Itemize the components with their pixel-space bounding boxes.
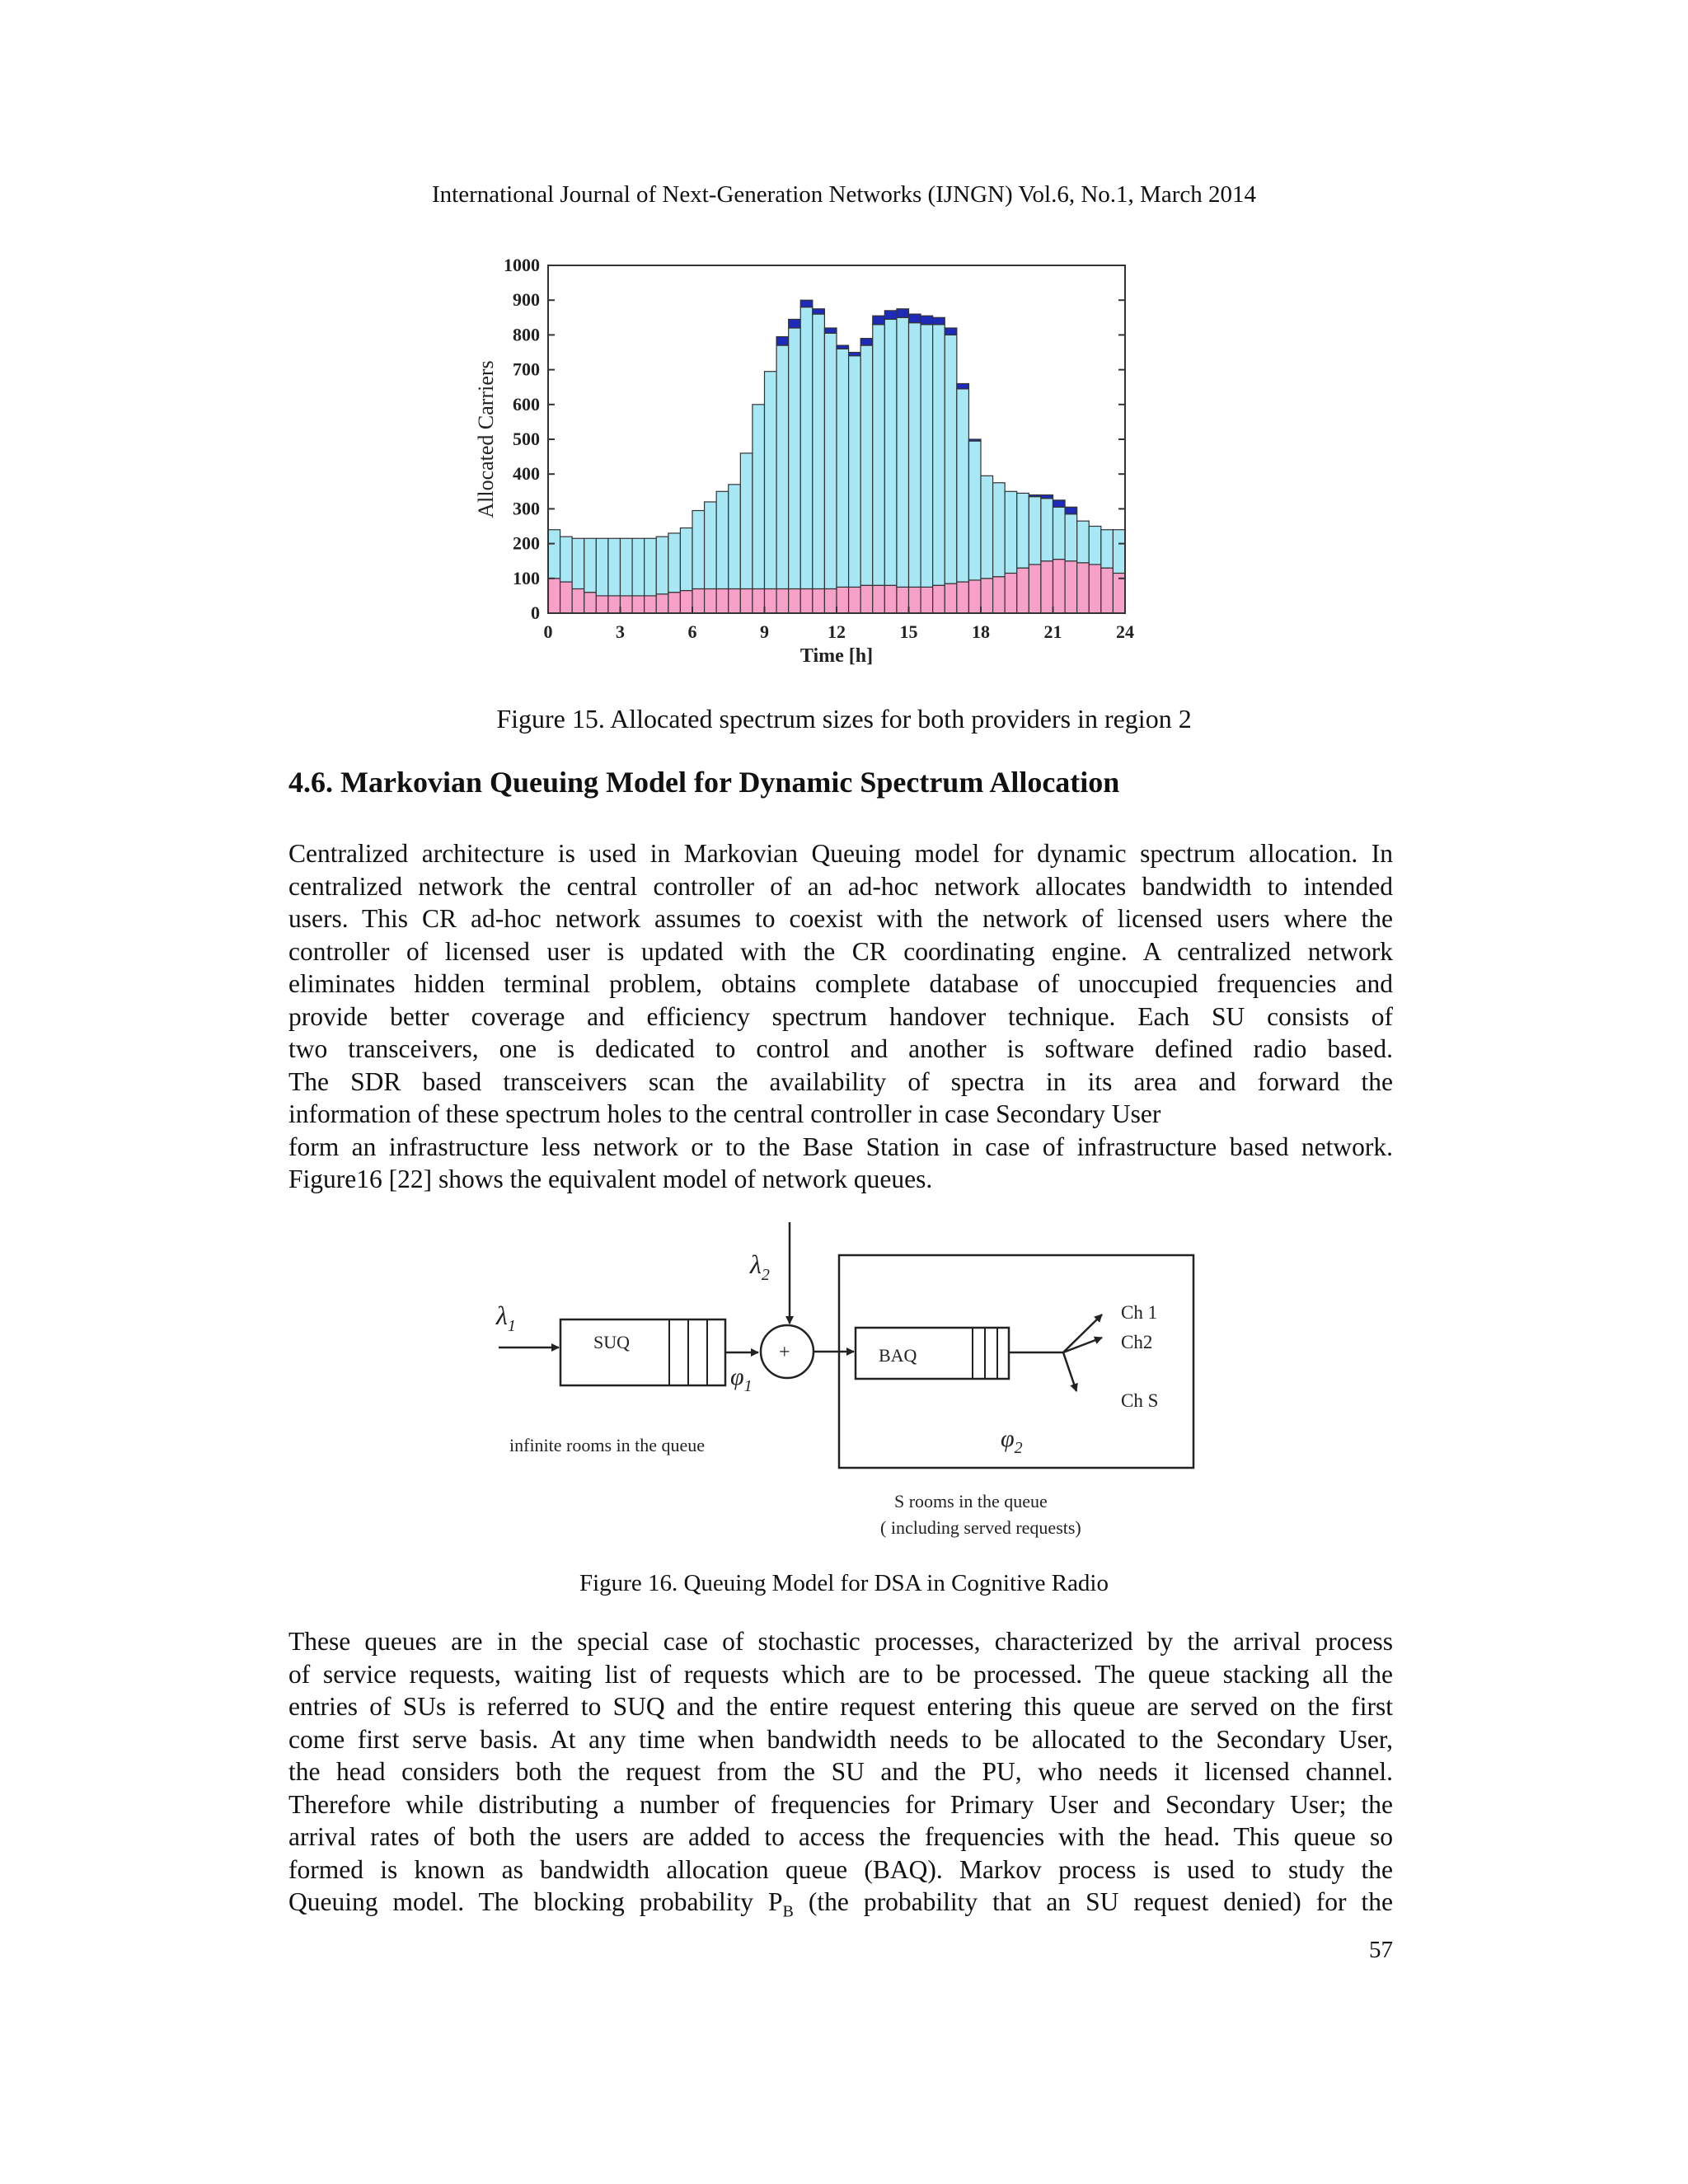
bar-segment-series-2 xyxy=(1065,514,1077,561)
bar-segment-series-2 xyxy=(705,502,717,589)
lambda1-label: $\lambda_1$ xyxy=(496,1301,516,1335)
bar-segment-series-1 xyxy=(837,587,849,613)
bar-segment-series-1 xyxy=(968,580,981,613)
page-number: 57 xyxy=(1369,1937,1393,1963)
bar-segment-series-1 xyxy=(692,588,705,613)
bar-segment-series-2 xyxy=(1005,491,1017,573)
text-line: Centralized architecture is used in Markovian Queuing model for dynamic spectrum allocation. In xyxy=(288,839,1393,868)
phi2-label: $\varphi_2$ xyxy=(1001,1425,1023,1457)
bar-segment-series-1 xyxy=(860,585,873,613)
bar-segment-series-2 xyxy=(1101,530,1114,568)
bar-segment-series-1 xyxy=(729,588,741,613)
bar-segment-series-2 xyxy=(981,476,993,578)
bar-segment-series-1 xyxy=(596,596,608,613)
text-line: information of these spectrum holes to the central controller in case Secondary User xyxy=(288,1099,1161,1128)
bar-segment-series-2 xyxy=(621,538,633,596)
bar-segment-series-2 xyxy=(692,511,705,589)
bar-segment-series-2 xyxy=(680,528,692,591)
y-tick-label: 300 xyxy=(513,498,540,519)
text-line: form an infrastructure less network or to the Base Station in case of infrastructure based network. xyxy=(288,1132,1393,1161)
bar-segment-series-3 xyxy=(873,316,885,325)
bar-segment-series-1 xyxy=(873,585,885,613)
bar-segment-series-3 xyxy=(1029,495,1041,497)
bar-segment-series-1 xyxy=(680,591,692,613)
bar-segment-series-2 xyxy=(1017,493,1029,568)
text-line: provide better coverage and efficiency spectrum handover technique. Each SU consists of xyxy=(288,1001,1393,1031)
channel-arrow-s xyxy=(1063,1352,1076,1391)
bar-segment-series-3 xyxy=(1041,495,1053,499)
text-line: formed is known as bandwidth allocation queue (BAQ). Markov process is used to study the xyxy=(288,1854,1393,1884)
bar-segment-series-3 xyxy=(776,337,789,346)
bar-segment-series-3 xyxy=(909,314,921,323)
bar-segment-series-3 xyxy=(1065,507,1077,513)
text-line: centralized network the central controller of an ad-hoc network allocates bandwidth to intended xyxy=(288,871,1393,901)
bar-segment-series-3 xyxy=(957,383,969,388)
y-tick-label: 500 xyxy=(513,429,540,449)
bar-segment-series-1 xyxy=(957,582,969,613)
bar-segment-series-2 xyxy=(740,453,753,589)
bar-segment-series-1 xyxy=(705,588,717,613)
bar-segment-series-1 xyxy=(621,596,633,613)
bar-segment-series-2 xyxy=(548,530,560,579)
channel-2-label: Ch2 xyxy=(1121,1332,1153,1352)
bar-segment-series-1 xyxy=(656,594,668,613)
bar-segment-series-3 xyxy=(1053,500,1066,507)
bar-segment-series-1 xyxy=(813,588,825,613)
bar-segment-series-3 xyxy=(813,309,825,314)
paragraph-1 xyxy=(288,837,1393,1196)
bar-segment-series-2 xyxy=(933,325,945,586)
adder-symbol: + xyxy=(779,1342,790,1363)
text-line: users. This CR ad-hoc network assumes to coexist with the network of licensed users where the xyxy=(288,904,1393,933)
bar-segment-series-3 xyxy=(921,316,933,325)
text-line: The SDR based transceivers scan the availability of spectra in its area and forward the xyxy=(288,1066,1393,1096)
channel-s-label: Ch S xyxy=(1121,1390,1159,1411)
bar-segment-series-1 xyxy=(1053,560,1066,613)
x-tick-label: 24 xyxy=(1116,621,1134,642)
bar-segment-series-2 xyxy=(645,538,657,596)
bar-segment-series-2 xyxy=(765,372,777,589)
bar-segment-series-2 xyxy=(837,349,849,587)
bar-segment-series-3 xyxy=(837,345,849,349)
bar-segment-series-1 xyxy=(572,588,584,613)
bar-segment-series-3 xyxy=(849,353,861,356)
text-line: eliminates hidden terminal problem, obtains complete database of unoccupied frequencies and xyxy=(288,969,1393,998)
x-axis-label: Time [h] xyxy=(799,645,874,667)
bar-segment-series-2 xyxy=(945,335,957,583)
y-tick-label: 200 xyxy=(513,532,540,554)
bar-segment-series-1 xyxy=(608,596,621,613)
x-tick-label: 6 xyxy=(687,621,697,642)
bar-segment-series-1 xyxy=(945,583,957,613)
section-heading: 4.6. Markovian Queuing Model for Dynamic Spectrum Allocation xyxy=(288,766,1120,799)
suq-queue-box xyxy=(560,1319,725,1385)
infinite-rooms-note: infinite rooms in the queue xyxy=(509,1435,706,1455)
bar-segment-series-2 xyxy=(584,538,597,592)
y-tick-label: 900 xyxy=(513,289,540,311)
y-tick-label: 600 xyxy=(513,393,540,415)
bar-segment-series-1 xyxy=(1089,565,1101,613)
bar-segment-series-2 xyxy=(800,307,813,589)
bar-segment-series-2 xyxy=(560,537,573,582)
bar-segment-series-3 xyxy=(800,300,813,307)
bar-segment-series-2 xyxy=(789,328,801,588)
bar-segment-series-1 xyxy=(1029,565,1041,613)
phi1-label: $\varphi_1$ xyxy=(730,1363,753,1395)
bar-segment-series-2 xyxy=(656,537,668,594)
x-tick-label: 3 xyxy=(616,621,625,642)
baq-label: BAQ xyxy=(879,1345,917,1366)
bar-segment-series-2 xyxy=(1029,497,1041,565)
y-tick-label: 1000 xyxy=(504,255,540,275)
figure-16-caption: Figure 16. Queuing Model for DSA in Cognitive Radio xyxy=(579,1570,1109,1596)
x-tick-label: 9 xyxy=(760,621,769,642)
text-line: two transceivers, one is dedicated to control and another is software defined radio based. xyxy=(288,1034,1393,1063)
x-tick-label: 12 xyxy=(828,621,846,642)
bar-segment-series-1 xyxy=(897,587,909,613)
figure-15-chart xyxy=(462,251,1170,680)
bar-segment-series-3 xyxy=(884,311,897,320)
channel-1-label: Ch 1 xyxy=(1121,1302,1158,1323)
bar-segment-series-2 xyxy=(897,317,909,587)
bar-segment-series-1 xyxy=(740,588,753,613)
bar-segment-series-1 xyxy=(800,588,813,613)
bar-segment-series-2 xyxy=(921,325,933,588)
bar-segment-series-2 xyxy=(813,314,825,588)
bar-segment-series-2 xyxy=(596,538,608,596)
bar-segment-series-1 xyxy=(668,593,681,613)
bar-segment-series-2 xyxy=(993,483,1006,577)
bar-segment-series-1 xyxy=(1017,568,1029,613)
bar-segment-series-2 xyxy=(1077,521,1090,563)
bar-segment-series-2 xyxy=(572,538,584,588)
paragraph-2 xyxy=(288,1625,1393,1929)
text-line: entries of SUs is referred to SUQ and the entire request entering this queue are served on the first xyxy=(288,1692,1393,1721)
bar-segment-series-1 xyxy=(1065,561,1077,613)
text-line: of service requests, waiting list of requests which are to be processed. The queue stacking all the xyxy=(288,1659,1393,1689)
running-header: International Journal of Next-Generation Networks (IJNGN) Vol.6, No.1, March 2014 xyxy=(431,181,1256,208)
bar-segment-series-1 xyxy=(716,588,729,613)
bar-segment-series-1 xyxy=(1041,561,1053,613)
bar-segment-series-2 xyxy=(1089,527,1101,565)
figure-15-caption: Figure 15. Allocated spectrum sizes for both providers in region 2 xyxy=(496,704,1192,733)
text-line: controller of licensed user is updated with the CR coordinating engine. A centralized network xyxy=(288,936,1393,966)
y-tick-label: 0 xyxy=(531,602,540,623)
bar-segment-series-1 xyxy=(753,588,765,613)
bar-segment-series-1 xyxy=(849,587,861,613)
bar-segment-series-2 xyxy=(1113,530,1125,574)
bar-segment-series-1 xyxy=(1077,563,1090,613)
y-tick-label: 100 xyxy=(513,567,540,588)
bar-segment-series-2 xyxy=(824,333,837,588)
bar-segment-series-2 xyxy=(668,533,681,593)
bar-segment-series-3 xyxy=(945,328,957,335)
s-rooms-note: S rooms in the queue xyxy=(894,1491,1048,1511)
bar-segment-series-2 xyxy=(968,441,981,580)
text-line: Therefore while distributing a number of frequencies for Primary User and Secondary User; the xyxy=(288,1789,1393,1819)
bar-segment-series-2 xyxy=(909,323,921,588)
figure-16-diagram xyxy=(486,1216,1212,1545)
text-line: come first serve basis. At any time when bandwidth needs to be allocated to the Secondary User, xyxy=(288,1724,1393,1754)
bar-segment-series-3 xyxy=(933,317,945,324)
bar-segment-series-1 xyxy=(789,588,801,613)
bar-segment-series-2 xyxy=(716,491,729,588)
bar-segment-series-2 xyxy=(849,356,861,588)
bar-segment-series-2 xyxy=(753,405,765,589)
channel-arrow-2 xyxy=(1063,1338,1102,1352)
bar-segment-series-1 xyxy=(776,588,789,613)
channel-arrow-1 xyxy=(1063,1315,1102,1352)
bar-segment-series-1 xyxy=(1101,568,1114,613)
x-tick-label: 15 xyxy=(899,621,918,642)
text-line: Figure16 [22] shows the equivalent model of network queues. xyxy=(288,1165,933,1193)
bar-segment-series-1 xyxy=(548,579,560,613)
y-tick-label: 400 xyxy=(513,463,540,485)
bar-segment-series-2 xyxy=(632,538,645,596)
suq-label: SUQ xyxy=(593,1332,631,1352)
y-tick-label: 700 xyxy=(513,359,540,380)
bar-segment-series-1 xyxy=(1005,573,1017,613)
text-line: Queuing model. The blocking probability $P_B$ (the probability that an SU request denied) for the xyxy=(288,1887,1393,1921)
bar-segment-series-3 xyxy=(860,339,873,345)
bar-segment-series-1 xyxy=(884,585,897,613)
x-tick-label: 0 xyxy=(543,621,553,642)
bar-segment-series-1 xyxy=(765,588,777,613)
bar-segment-series-1 xyxy=(632,596,645,613)
y-tick-label: 800 xyxy=(513,324,540,345)
bar-segment-series-1 xyxy=(993,577,1006,613)
bar-segment-series-1 xyxy=(981,579,993,613)
bar-segment-series-1 xyxy=(645,596,657,613)
bar-segment-series-1 xyxy=(824,588,837,613)
bar-segment-series-2 xyxy=(729,485,741,589)
bar-segment-series-2 xyxy=(608,538,621,596)
bar-segment-series-2 xyxy=(884,319,897,585)
subscript-b: B xyxy=(782,1902,794,1921)
bar-segment-series-3 xyxy=(968,439,981,441)
text-line: These queues are in the special case of stochastic processes, characterized by the arrival process xyxy=(288,1627,1393,1656)
text-line: arrival rates of both the users are added to access the frequencies with the head. This queue so xyxy=(288,1822,1393,1851)
x-tick-label: 21 xyxy=(1043,621,1062,642)
y-axis-label: Allocated Carriers xyxy=(474,360,498,518)
bar-segment-series-1 xyxy=(933,585,945,613)
text-line: the head considers both the request from the SU and the PU, who needs it licensed channel. xyxy=(288,1757,1393,1786)
bar-segment-series-1 xyxy=(909,587,921,613)
bar-segment-series-1 xyxy=(584,593,597,613)
bar-segment-series-2 xyxy=(1053,507,1066,559)
x-tick-label: 18 xyxy=(972,621,990,642)
bar-segment-series-2 xyxy=(776,345,789,588)
served-requests-note: ( including served requests) xyxy=(880,1517,1081,1538)
lambda2-label: $\lambda_2$ xyxy=(750,1249,770,1284)
bar-segment-series-3 xyxy=(789,319,801,328)
bar-segment-series-2 xyxy=(1041,499,1053,561)
bar-segment-series-2 xyxy=(957,389,969,582)
bar-segment-series-1 xyxy=(560,582,573,613)
bar-segment-series-3 xyxy=(897,309,909,318)
bar-segment-series-2 xyxy=(873,325,885,586)
bar-segment-series-2 xyxy=(860,345,873,585)
bar-segment-series-1 xyxy=(921,587,933,613)
bar-segment-series-3 xyxy=(824,328,837,333)
